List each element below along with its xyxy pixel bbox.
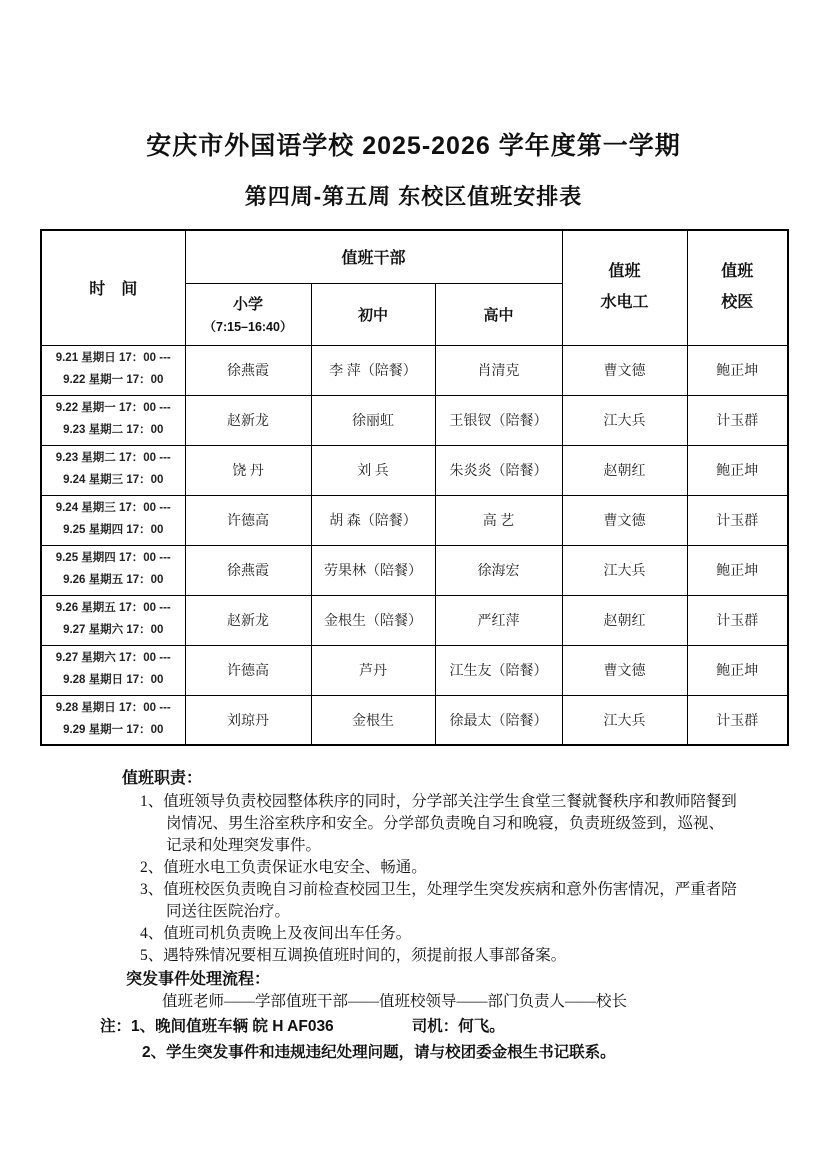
time-cell: 9.21 星期日 17：00 --- 9.22 星期一 17：00 [41,345,185,395]
document-subtitle: 第四周-第五周 东校区值班安排表 [244,184,583,209]
duty-item-2: 2、值班水电工负责保证水电安全、畅通。 [140,858,427,876]
junior-duty-cell: 李 萍（陪餐） [311,345,435,395]
remark-1 [100,1015,782,1038]
junior-duty-cell: 金根生（陪餐） [311,595,435,645]
doctor-duty-cell: 鲍正坤 [687,645,788,695]
senior-duty-cell: 严红萍 [435,595,562,645]
header-time: 时 间 [41,230,185,345]
electrician-duty-cell: 赵朝红 [562,445,687,495]
document-title: 安庆市外国语学校 2025-2026 学年度第一学期 [146,132,681,160]
junior-duty-cell: 金根生 [311,695,435,745]
doctor-duty-cell: 计玉群 [687,395,788,445]
header-junior-school: 初中 [311,283,435,345]
time-cell: 9.27 星期六 17：00 --- 9.28 星期日 17：00 [41,645,185,695]
doctor-duty-cell: 鲍正坤 [687,445,788,495]
header-primary-school: 小学 （7:15–16:40） [185,283,311,345]
junior-duty-cell: 胡 森（陪餐） [311,495,435,545]
table-row [41,695,788,745]
emergency-flow-heading: 突发事件处理流程： [126,970,271,988]
junior-duty-cell: 刘 兵 [311,445,435,495]
time-cell: 9.25 星期四 17：00 --- 9.26 星期五 17：00 [41,545,185,595]
primary-duty-cell: 徐燕霞 [185,545,311,595]
junior-duty-cell: 徐丽虹 [311,395,435,445]
primary-duty-cell: 许德高 [185,495,311,545]
senior-duty-cell: 王银钗（陪餐） [435,395,562,445]
doctor-duty-cell: 计玉群 [687,495,788,545]
senior-duty-cell: 江生友（陪餐） [435,645,562,695]
table-row [41,445,788,495]
table-row [41,345,788,395]
electrician-duty-cell: 曹文德 [562,645,687,695]
doctor-duty-cell: 计玉群 [687,695,788,745]
remark-2: 2、学生突发事件和违规违纪处理问题，请与校团委金根生书记联系。 [142,1043,616,1061]
footnotes-section [100,768,782,1064]
remark-1-driver: 司机：何飞。 [411,1018,505,1036]
senior-duty-cell: 徐最太（陪餐） [435,695,562,745]
header-senior-school: 高中 [435,283,562,345]
table-row [41,545,788,595]
doctor-duty-cell: 计玉群 [687,595,788,645]
duty-roster-table [40,229,789,746]
junior-duty-cell: 劳果林（陪餐） [311,545,435,595]
table-row [41,395,788,445]
primary-duty-cell: 饶 丹 [185,445,311,495]
primary-duty-cell: 许德高 [185,645,311,695]
primary-duty-cell: 徐燕霞 [185,345,311,395]
time-cell: 9.22 星期一 17：00 --- 9.23 星期二 17：00 [41,395,185,445]
doctor-duty-cell: 鲍正坤 [687,545,788,595]
time-cell: 9.26 星期五 17：00 --- 9.27 星期六 17：00 [41,595,185,645]
duties-heading: 值班职责： [122,770,203,787]
doctor-duty-cell: 鲍正坤 [687,345,788,395]
electrician-duty-cell: 曹文德 [562,345,687,395]
electrician-duty-cell: 江大兵 [562,695,687,745]
remark-1-vehicle: 注：1、晚间值班车辆 皖 H AF036 [100,1018,334,1036]
electrician-duty-cell: 曹文德 [562,495,687,545]
time-cell: 9.23 星期二 17：00 --- 9.24 星期三 17：00 [41,445,185,495]
electrician-duty-cell: 赵朝红 [562,595,687,645]
table-row [41,495,788,545]
electrician-duty-cell: 江大兵 [562,545,687,595]
time-cell: 9.28 星期日 17：00 --- 9.29 星期一 17：00 [41,695,185,745]
duty-item-3: 3、值班校医负责晚自习前检查校园卫生，处理学生突发疾病和意外伤害情况，严重者陪同送往医院治疗。 [140,880,737,920]
primary-duty-cell: 赵新龙 [185,395,311,445]
senior-duty-cell: 徐海宏 [435,545,562,595]
duty-item-1: 1、值班领导负责校园整体秩序的同时，分学部关注学生食堂三餐就餐秩序和教师陪餐到岗情况、男生浴室秩序和安全。分学部负责晚自习和晚寝，负责班级签到，巡视、记录和处理突发事件。 [140,792,737,854]
primary-duty-cell: 赵新龙 [185,595,311,645]
header-doctor: 值班 校医 [687,230,788,345]
header-electrician: 值班 水电工 [562,230,687,345]
senior-duty-cell: 肖清克 [435,345,562,395]
table-row [41,595,788,645]
header-row-1 [41,230,788,283]
header-cadre-group: 值班干部 [185,230,562,283]
duty-item-4: 4、值班司机负责晚上及夜间出车任务。 [140,924,412,942]
table-row [41,645,788,695]
primary-duty-cell: 刘琼丹 [185,695,311,745]
duty-item-5: 5、遇特殊情况要相互调换值班时间的，须提前报人事部备案。 [140,946,567,964]
senior-duty-cell: 朱炎炎（陪餐） [435,445,562,495]
senior-duty-cell: 高 艺 [435,495,562,545]
time-cell: 9.24 星期三 17：00 --- 9.25 星期四 17：00 [41,495,185,545]
electrician-duty-cell: 江大兵 [562,395,687,445]
emergency-flow-chain: 值班老师——学部值班干部——值班校领导——部门负责人——校长 [162,993,628,1011]
junior-duty-cell: 芦丹 [311,645,435,695]
